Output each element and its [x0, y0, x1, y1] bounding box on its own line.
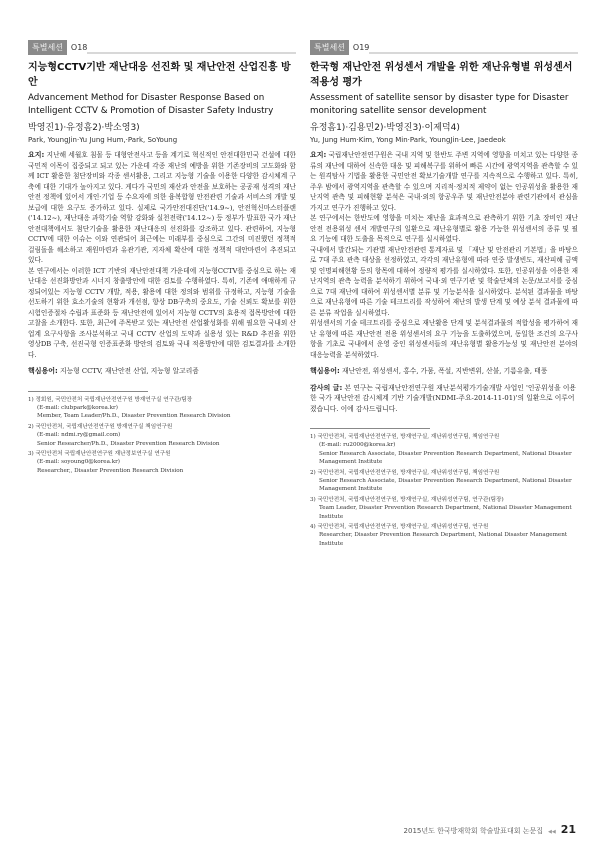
abstract-label: 요지:	[310, 151, 327, 159]
keywords-label: 핵심용어:	[310, 367, 340, 375]
keywords	[310, 366, 578, 377]
keywords-text: 재난안전, 위성센서, 홍수, 가뭄, 폭설, 지반변위, 산불, 기름유출, 태풍	[342, 367, 548, 375]
acknowledgement	[310, 383, 578, 415]
keywords-label: 핵심용어:	[28, 367, 58, 375]
abstract-text: 국립재난안전연구원은 국내 지역 및 한반도 주변 지역에 영향을 미치고 있는 다양한 종류의 재난에 대하여 신속한 대응 및 피해복구를 위하여 빠른 시간에 광역지역을 관측할 수 있는 원격탐사 기법을 활용한 국민안전 확보기술개발 연구를 지속적으로 수행하고 있다. 특히, 주우 밤에서 광역지역을 관측할 수 있으며 지리적·정치적 제약이 없는 인공위성을 활용한 재난지역 관측 및 피해현황 분석은 국내·외의 항공우주 및 재난안전분야 관련기관에서 관심을 가지고 연구가 진행하고 있다.	[310, 151, 578, 212]
footnote-number: 2)	[310, 469, 316, 476]
footnote-line: 국민안전처, 국립재난안전연구원, 방재연구실, 재난위성연구팀, 연구원	[317, 524, 489, 531]
footnote-number: 3)	[310, 496, 316, 503]
paper-number: O18	[70, 43, 88, 52]
footnote-line: (E-mail: ndmi.ry@gmail.com)	[37, 432, 121, 439]
section-header	[310, 40, 578, 55]
journal-name: 2015년도 한국방재학회 학술발표대회 논문집	[403, 827, 543, 835]
title-english: Advancement Method for Disaster Response Based on Intelligent CCTV & Promotion of Disaster Safety Industry	[28, 93, 274, 116]
section-rule	[369, 52, 578, 54]
footnote-line: 정회원, 국민안전처 국립재난안전연구원 방재연구실 연구관/팀장	[35, 396, 193, 403]
page-number: 21	[560, 823, 576, 836]
footnote	[310, 469, 578, 494]
footnote	[310, 433, 578, 467]
authors-english: Park, YoungJin·Yu Jung Hum,·Park, SoYoung	[28, 136, 178, 144]
footnote-line: Researcher, Disaster Prevention Research Department, National Disaster Management Institute	[319, 532, 568, 547]
right-article	[310, 40, 578, 550]
section-tag: 특별세션	[28, 40, 67, 55]
keywords	[28, 366, 296, 377]
footnote-number: 4)	[310, 524, 316, 531]
footnotes	[310, 433, 578, 548]
title-english: Assessment of satellite sensor by disaster type for Disaster monitoring satellite sensor development	[310, 93, 569, 116]
abstract-text: 지난해 세월호 침몰 등 대형안전사고 등을 계기로 혁신적인 안전대한민국 건설에 대한 국민적 이목이 집중되고 되고 있는 가운데 각종 재난의 예방을 위한 기존장비의 고도화와 함께 ICT 활용한 첨단장비와 각종 센서활용, 그리고 지능형 기술을 이용한 다양한 감시체계 구축에 대한 기대가 높아지고 있다. 게다가 국민의 재산과 안전을 보호하는 공공재 성격의 재난안전 정책에 있어서 개인·기업 등 수요자에 의한 융복합형 안전관련 기술과 서비스의 개발 및 보급에 대한 요구도 증가하고 있다. 실제로 국가안전대진단('14.9~), 안전혁신마스터플랜('14.12~), 재난대응 과학기술 역할 강화와 실천전략('14.12~) 등 정부가 발표한 국가 재난안전대책에서도 첨단기술을 활용한 재난대응의 선진화를 강조하고 있다. 관련하여, 지능형 CCTV에 대한 이슈는 이와 연관되어 최근에는 미래부를 중심으로 그간의 미진했던 정책적 걸림돌을 해소하고 재원마련과 유관기관, 지자체 확산에 대한 정책적 대안마련이 추진되고 있다.	[28, 151, 296, 264]
abstract-paragraph: 국내에서 발간되는 기관별 재난안전관련 통계자료 및 「재난 및 안전관리 기본법」을 바탕으로 7대 주요 관측 대상을 선정하였고, 각각의 재난유형에 따라 연중 발생빈도, 재산피해 금액 및 인명피해현황 등의 항목에 대하여 정량적 평가를 실시하였다. 또한, 인공위성을 이용한 재난지역의 관측 능력을 분석하기 위하여 국내·외 연구기관 및 학술단체의 논문/보고서를 중심으로 7대 재난에 대하여 위성센서별 분류 및 기능분석을 실시하였다. 분석된 결과물을 바탕으로 재난유형에 따른 기술 테크트리를 작성하여 재난의 발생 단계 및 예상 분석 결과물에 따른 분류 작업을 실시하였다.	[310, 245, 578, 317]
footnote-line: (E-mail: ru2000@korea.kr)	[319, 442, 396, 449]
footnote-line: Senior Research Associate, Disaster Prevention Research Department, National Disaster Management Institute	[319, 450, 572, 466]
abstract-paragraph	[310, 150, 578, 213]
footnote-number: 2)	[28, 423, 34, 430]
authors-korean: 유정흠1)·김용민2)·박영진3)·이제덕4)	[310, 123, 460, 133]
footnote-line: 국민안전처, 국립재난안전연구원 방재연구실 책임연구원	[35, 423, 173, 430]
abstract-paragraph: 본 연구에서는 이러한 ICT 기반의 재난안전대책 가운데에 지능형CCTV를 중심으로 하는 재난대응 선진화방안과 시너지 창출방안에 대한 검토를 수행하였다. 특히, 기존에 애매하게 규정되어있는 지능형 CCTV 개발, 적용, 활용에 대한 정의와 범위를 규정하고, 지능형 기술을 선도하기 위한 효소기술의 현황과 개선점, 향상 DB구축의 중요도, 기술 신뢰도 확보를 위한 시험인증절차 수립과 표준화 등 재난안전에 있어서 지능형 CCTV의 효용적 접목방안에 대한 고찰을 소개한다. 또한, 최근에 주목받고 있는 재난안전 산업활성화를 위해 필요한 국내외 산업계 요구사항을 조사분석하고 국내 CCTV 산업의 도약과 실용성 있는 R&D 추진을 위한 영상DB 구축, 선진국형 인증표준화 방안의 검토와 국내 적용방안에 대한 검토결과를 소개한다.	[28, 266, 296, 359]
section-rule	[87, 52, 296, 54]
footnote	[28, 450, 296, 475]
footnote	[310, 523, 578, 548]
left-article	[28, 40, 296, 477]
footnote	[28, 423, 296, 448]
abstract-paragraph: 본 연구에서는 한반도에 영향을 미치는 재난을 효과적으로 관측하기 위한 기초 장비인 재난안전 전용위성 센서 개발연구의 일환으로 재난유형별로 활용 가능한 위성센서의 종류 및 필요 기능에 대한 도출을 목적으로 연구를 실시하였다.	[310, 214, 578, 243]
authors-korean: 박영진1)·유정흠2)·박소영3)	[28, 123, 140, 133]
footnote-line: 국민안전처, 국립재난안전연구원, 방재연구실, 재난위성연구팀, 책임연구원	[317, 434, 500, 440]
footnote-line: Team Leader, Disaster Prevention Research Department, National Disaster Management Institute	[319, 505, 572, 520]
footnote-line: Researcher,, Disaster Prevention Research Division	[37, 467, 184, 474]
keywords-text: 지능형 CCTV, 재난안전 산업, 지능형 알고리즘	[60, 367, 199, 375]
acknowledgement-label: 감사의 글:	[310, 383, 343, 392]
abstract	[310, 150, 578, 360]
footnote-line: Senior Researcher/Ph.D., Disaster Prevention Research Division	[37, 440, 220, 447]
paper-number: O19	[352, 43, 370, 52]
abstract-paragraph: 위성센서의 기술 테크트리를 중심으로 재난활용 단계 및 분석결과물의 적합성을 평가하여 재난 유형에 따른 재난안전 전용 위성센서의 요구 기능을 도출하였으며, 동일한 조건의 요구사항을 기초로 국내에서 운영 중인 위성센서들의 재난유형별 활용가능성 및 재난안전 분야의 대응능력을 분석하였다.	[310, 319, 578, 359]
page-footer	[404, 823, 576, 836]
abstract-label: 요지:	[28, 151, 45, 159]
footnote-line: 국민안전처, 국립재난안전연구원, 방재연구실, 재난위성연구팀, 책임연구원	[317, 469, 500, 476]
footnote-line: Senior Research Associate, Disaster Prevention Research Department, National Disaster Management Institute	[319, 478, 572, 493]
abstract	[28, 150, 296, 360]
footnote-line: (E-mail: soyoung0@korea.kr)	[37, 459, 120, 466]
title-korean: 지능형CCTV기반 재난대응 선진화 및 재난안전 산업진흥 방안	[28, 62, 291, 88]
footnote-number: 1)	[28, 396, 34, 403]
footer-mark: ◀◀	[547, 829, 556, 835]
acknowledgement-text: 본 연구는 국립재난안전연구원 재난분석평가기술개발 사업인 '인공위성을 이용한 국가 재난안전 감시체계 기반 기술개발(NDMI-주요-2014-11-01)'의 일환으로 이루어졌습니다. 이에 감사드립니다.	[310, 383, 576, 413]
footnote-line: 국민안전처 국립재난안전연구원 재난정보연구실 연구원	[35, 450, 171, 457]
footnote-line: (E-mail: clubpark@korea.kr)	[37, 404, 118, 411]
footnote	[310, 496, 578, 521]
footnote-number: 1)	[310, 434, 316, 440]
footnote-line: 국민안전처, 국립재난안전연구원, 방재연구실, 재난위성연구팀, 연구관(팀장)	[317, 496, 504, 503]
title-korean: 한국형 재난안전 위성센서 개발을 위한 재난유형별 위성센서 적용성 평가	[310, 62, 573, 88]
abstract-paragraph	[28, 150, 296, 266]
footnote-rule	[28, 391, 148, 392]
footnote	[28, 396, 296, 421]
section-header	[28, 40, 296, 55]
footnote-number: 3)	[28, 450, 34, 457]
footnote-rule	[310, 428, 430, 429]
footnote-line: Member, Team Leader/Ph.D., Disaster Prevention Research Division	[37, 413, 231, 420]
section-tag: 특별세션	[310, 40, 349, 55]
footnotes	[28, 396, 296, 476]
authors-english: Yu, Jung Hum·Kim, Yong Min·Park, YoungJin·Lee, Jaedeok	[310, 136, 506, 144]
